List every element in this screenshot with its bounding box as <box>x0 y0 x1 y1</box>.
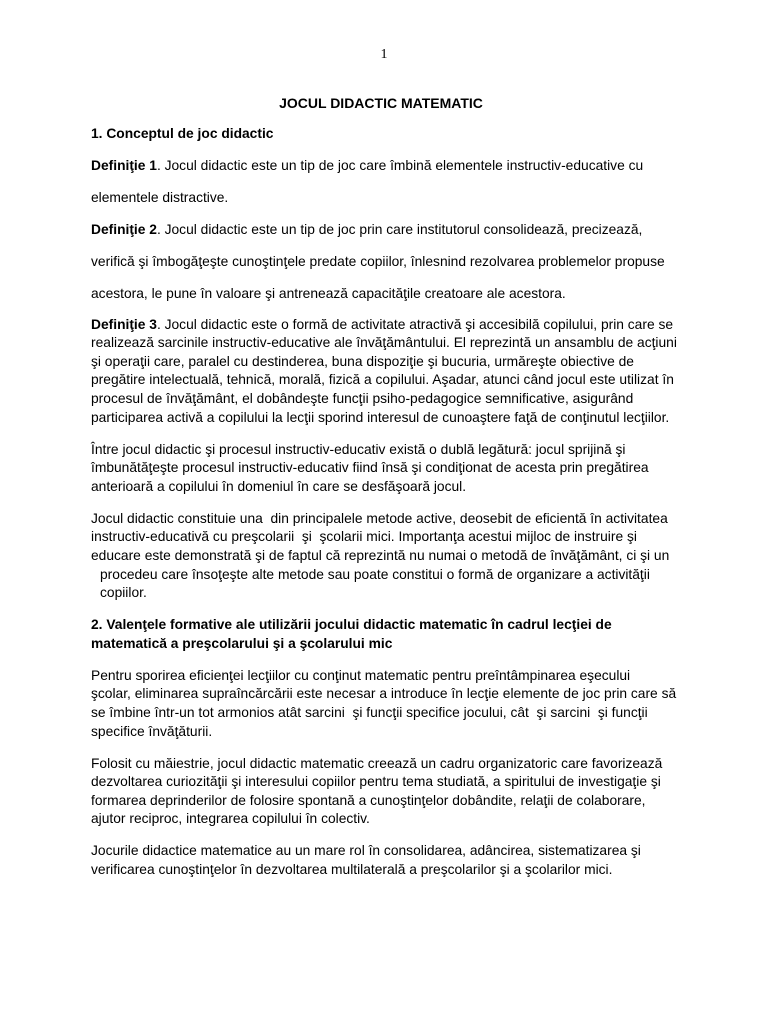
page-number: 1 <box>380 47 388 62</box>
definition-1-line: elementele distractive. <box>91 190 229 205</box>
definition-2-label: Definiţie 2 <box>91 222 157 237</box>
paragraph-line: copiilor. <box>100 585 147 601</box>
section-2-paragraph-2 <box>91 755 751 829</box>
definition-2-line <box>91 214 751 246</box>
definition-3-line <box>91 316 751 335</box>
definition-1-line <box>91 150 751 182</box>
definition-2-line: verifică şi îmbogăţeşte cunoştinţele predate copiilor, înlesnind rezolvarea problemelor propuse <box>91 254 665 269</box>
section-2-heading <box>91 616 751 653</box>
definition-3-line: şi operaţii care, paralel cu destinderea, buna dispoziţie şi bucuria, urmăreşte obiective de <box>91 353 634 369</box>
definition-1-label: Definiţie 1 <box>91 158 157 173</box>
paragraph-line: se îmbine într-un tot armonios atât sarcini şi funcţii specifice jocului, cât şi sarcini şi funcţii <box>91 704 648 720</box>
section-2-paragraph-3 <box>91 842 751 879</box>
paragraph-line: instructiv-educativă cu preşcolarii şi şcolarii mici. Importanţa acestui mijloc de instruire şi <box>91 529 637 545</box>
paragraph-line: educare este demonstrată şi de faptul că reprezintă nu numai o metodă de învăţământ, ci şi un <box>91 548 670 563</box>
definition-3-label: Definiţie 3 <box>91 316 157 332</box>
paragraph-line: şcolar, eliminarea supraîncărcării este necesar a introduce în lecţie elemente de joc prin care să <box>91 686 677 702</box>
definition-3-paragraph <box>91 316 751 428</box>
paragraph-line: dezvoltarea curiozităţii şi interesului copiilor pentru tema studiată, a spiritului de investigaţie şi <box>91 774 661 790</box>
definition-2-text: . Jocul didactic este un tip de joc prin care institutorul consolidează, precizează, <box>156 222 643 237</box>
definitions-1-2-block <box>91 150 751 310</box>
section-1-paragraph-1 <box>91 441 751 497</box>
definition-3-line: realizează sarcinile instructiv-educative ale învăţământului. El reprezintă un ansamblu de acţiuni <box>91 335 677 351</box>
paragraph-line: verificarea cunoştinţelor în dezvoltarea multilaterală a preşcolarilor şi a şcolarilor mici. <box>91 861 613 877</box>
document-title: JOCUL DIDACTIC MATEMATIC <box>279 95 483 111</box>
paragraph-line: Pentru sporirea eficienţei lecţiilor cu conţinut matematic pentru preîntâmpinarea eşecului <box>91 667 631 683</box>
paragraph-line: procedeu care însoţeşte alte metode sau poate constitui o formă de organizare a activităţii <box>100 566 650 582</box>
definition-3-line: participarea activă a copilului la lecţii sporind interesul de cunoaştere faţă de conţinutul lecţiilor. <box>91 409 670 425</box>
paragraph-line: Jocurile didactice matematice au un mare rol în consolidarea, adâncirea, sistematizarea şi <box>91 843 641 859</box>
section-1-heading: 1. Conceptul de joc didactic <box>91 125 274 141</box>
paragraph-line: specifice învăţăturii. <box>91 723 213 739</box>
section-2-heading-line: matematică a preşcolarului şi a şcolarului mic <box>91 635 393 651</box>
section-2-heading-line: 2. Valenţele formative ale utilizării jocului didactic matematic în cadrul lecţiei de <box>91 617 612 633</box>
paragraph-line: anterioară a copilului în domeniul în care se desfăşoară jocul. <box>91 478 467 494</box>
paragraph-line: Jocul didactic constituie una din principalele metode active, deosebit de eficientă în activitatea <box>91 510 668 526</box>
paragraph-line: Între jocul didactic şi procesul instructiv-educativ există o dublă legătură: jocul sprijină şi <box>91 441 626 457</box>
section-2-paragraph-1 <box>91 667 751 741</box>
section-1-heading-block <box>91 125 751 144</box>
definition-3-text: . Jocul didactic este o formă de activitate atractivă şi accesibilă copilului, prin care se <box>156 316 674 332</box>
definition-3-line: pregătire intelectuală, tehnică, morală, fizică a copilului. Aşadar, atunci când jocul este utilizat în <box>91 372 674 388</box>
paragraph-line: ajutor reciproc, integrarea copilului în colectiv. <box>91 811 370 827</box>
paragraph-line: formarea deprinderilor de folosire spontană a cunoştinţelor dobândite, relaţii de colaborare, <box>91 792 646 808</box>
paragraph-line: îmbunătăţeşte procesul instructiv-educativ fiind însă şi condiţionat de acesta prin pregătirea <box>91 460 649 476</box>
section-1-paragraph-2 <box>91 510 751 603</box>
paragraph-line: Folosit cu măiestrie, jocul didactic matematic creează un cadru organizatoric care favorizează <box>91 755 663 771</box>
document-body-text <box>91 316 751 893</box>
definition-1-text: . Jocul didactic este un tip de joc care îmbină elementele instructiv-educative cu <box>156 158 644 173</box>
definition-2-line: acestora, le pune în valoare şi antrenează capacităţile creatoare ale acestora. <box>91 286 566 301</box>
definition-3-line: procesul de învăţământ, el dobândeşte funcţii psiho-pedagogice semnificative, asigurând <box>91 391 634 407</box>
